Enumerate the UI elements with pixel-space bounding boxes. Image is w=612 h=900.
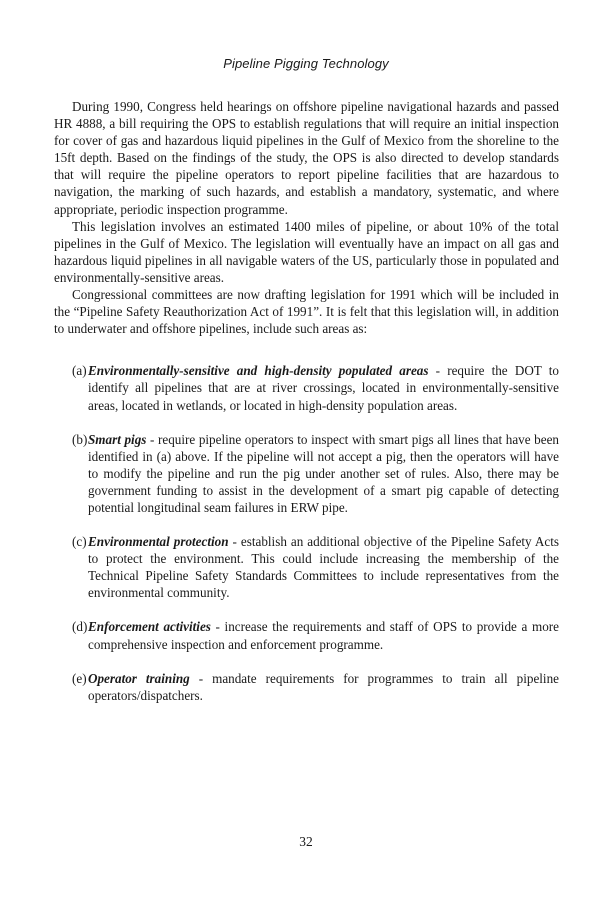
list-item-marker: (c): [72, 534, 87, 550]
running-head: Pipeline Pigging Technology: [223, 56, 389, 71]
paragraph-1: During 1990, Congress held hearings on offshore pipeline navigational hazards and passed HR 4888, a bill requiring the OPS to establish regulations that will require an initial inspection for cover of gas and hazardous liquid pipelines in the Gulf of Mexico from the shoreline to the 15ft depth. Based on the findings of the study, the OPS is also directed to develop standards that will require the pipeline operators to report pipeline facilities that are hazardous to navigation, the marking of such hazards, and establish a mandatory, systematic, and where appropriate, periodic inspection programme.: [54, 99, 559, 217]
list-item-heading: Environmental protection: [88, 534, 229, 550]
list-item-heading: Operator training: [88, 670, 190, 686]
list-item-text: - mandate requirements for programmes to train all pipeline operators/dispatchers.: [88, 670, 559, 703]
list-item-heading: Enforcement activities: [88, 619, 211, 635]
list-item-heading: Smart pigs: [88, 431, 147, 447]
list-item-text: - establish an additional objective of the Pipeline Safety Acts to protect the environment. This could include increasing the membership of the Technical Pipeline Safety Standards Committees to include representatives from the environmental community.: [88, 534, 559, 601]
paragraph-2: This legislation involves an estimated 1400 miles of pipeline, or about 10% of the total pipelines in the Gulf of Mexico. The legislation will eventually have an impact on all gas and hazardous liquid pipelines in all navigable waters of the US, particularly those in populated and environmentally-sensitive areas.: [54, 218, 559, 285]
page-number: 32: [299, 834, 313, 849]
list-item: [54, 362, 559, 413]
body-text: [54, 98, 559, 721]
list-item-marker: (b): [72, 431, 88, 447]
legislation-list: [54, 362, 559, 704]
list-item: [54, 431, 559, 516]
list-item: [54, 670, 559, 704]
list-item-text: - increase the requirements and staff of OPS to provide a more comprehensive inspection and enforcement programme.: [88, 619, 559, 652]
list-item-text: - require the DOT to identify all pipelines that are at river crossings, located in environmentally-sensitive areas, located in wetlands, or located in high-density population areas.: [88, 363, 559, 413]
list-item-marker: (e): [72, 670, 87, 686]
paragraph-3: Congressional committees are now drafting legislation for 1991 which will be included in the “Pipeline Safety Reauthorization Act of 1991”. It is felt that this legislation will, in addition to underwater and offshore pipelines, include such areas as:: [54, 287, 559, 337]
list-item: [54, 618, 559, 652]
list-item-marker: (a): [72, 363, 87, 379]
list-item: [54, 533, 559, 601]
list-item-marker: (d): [72, 619, 88, 635]
list-item-text: - require pipeline operators to inspect with smart pigs all lines that have been identified in (a) above. If the pipeline will not accept a pig, then the operators will have to modify the pipeline and run the pig under another set of rules. Also, there may be government funding to assist in the development of a smart pig capable of detecting potential longitudinal seam failures in ERW pipe.: [88, 431, 559, 515]
list-item-heading: Environmentally-sensitive and high-density populated areas: [88, 363, 429, 379]
